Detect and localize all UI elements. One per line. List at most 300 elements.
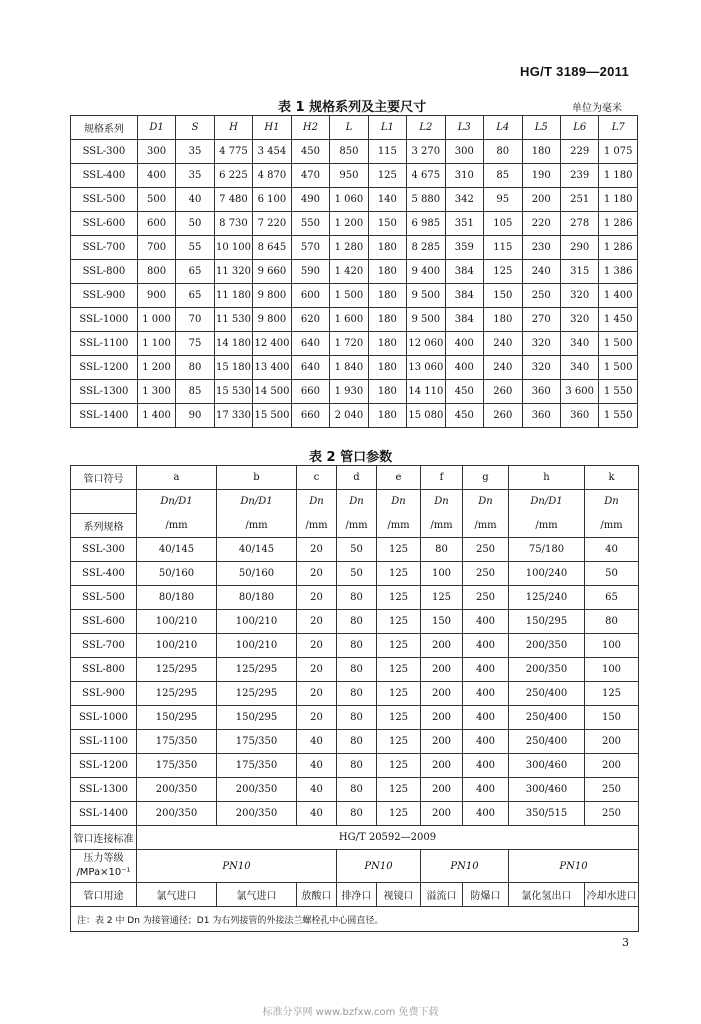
dimension-value: 8 730	[214, 212, 252, 236]
port-symbol: Dn	[337, 490, 377, 514]
dimension-value: 3 270	[407, 140, 445, 164]
port-size-value: 100	[421, 562, 463, 586]
port-letter: f	[421, 466, 463, 490]
dimension-value: 360	[560, 404, 598, 428]
dimension-value: 12 060	[407, 332, 445, 356]
table1-column-header: H	[214, 116, 252, 140]
pn-value: PN10	[337, 850, 421, 883]
dimension-value: 2 040	[330, 404, 368, 428]
port-size-value: 20	[297, 538, 337, 562]
dimension-value: 1 286	[599, 236, 638, 260]
dimension-value: 240	[522, 260, 560, 284]
dimension-value: 6 100	[253, 188, 291, 212]
dimension-value: 340	[560, 356, 598, 380]
port-size-value: 50	[337, 538, 377, 562]
series-spec: SSL-1400	[71, 404, 138, 428]
dimension-value: 1 600	[330, 308, 368, 332]
connection-standard-value: HG/T 20592—2009	[137, 826, 639, 850]
dimension-value: 180	[368, 332, 406, 356]
port-unit: /mm	[463, 514, 509, 538]
dimension-value: 315	[560, 260, 598, 284]
port-size-value: 250	[463, 562, 509, 586]
dimension-value: 400	[445, 332, 483, 356]
port-size-value: 200	[421, 778, 463, 802]
dimension-value: 95	[484, 188, 522, 212]
dimension-value: 450	[445, 380, 483, 404]
dimension-value: 9 500	[407, 284, 445, 308]
dimension-value: 1 200	[137, 356, 175, 380]
dimension-value: 1 300	[137, 380, 175, 404]
dimension-value: 115	[368, 140, 406, 164]
port-size-value: 125	[377, 610, 421, 634]
port-unit: /mm	[585, 514, 639, 538]
dimension-value: 260	[484, 404, 522, 428]
port-letter: c	[297, 466, 337, 490]
port-size-value: 80	[337, 706, 377, 730]
dimension-value: 14 500	[253, 380, 291, 404]
port-size-value: 350/515	[509, 802, 585, 826]
port-size-value: 100/240	[509, 562, 585, 586]
port-size-value: 250	[463, 538, 509, 562]
port-size-value: 250/400	[509, 706, 585, 730]
dimension-value: 9 400	[407, 260, 445, 284]
port-size-value: 50	[337, 562, 377, 586]
dimension-value: 9 800	[253, 284, 291, 308]
table2-letter-row	[71, 466, 639, 490]
dimension-value: 1 280	[330, 236, 368, 260]
dimension-value: 250	[522, 284, 560, 308]
dimension-value: 1 720	[330, 332, 368, 356]
port-size-value: 20	[297, 562, 337, 586]
port-symbol: Dn	[463, 490, 509, 514]
dimension-value: 180	[368, 236, 406, 260]
dimension-value: 900	[137, 284, 175, 308]
port-symbol: Dn	[585, 490, 639, 514]
dimension-value: 7 480	[214, 188, 252, 212]
series-spec: SSL-600	[71, 212, 138, 236]
table1-row	[71, 236, 638, 260]
port-size-value: 40	[297, 730, 337, 754]
port-size-value: 80	[337, 682, 377, 706]
table1-column-header: L6	[560, 116, 598, 140]
table1-caption: 表 1 规格系列及主要尺寸	[278, 100, 427, 115]
port-size-value: 400	[463, 802, 509, 826]
dimension-value: 600	[291, 284, 329, 308]
port-size-value: 200	[421, 634, 463, 658]
series-spec-label: 系列规格	[71, 514, 137, 538]
port-size-value: 150/295	[137, 706, 217, 730]
port-usage: 氯气进口	[217, 883, 297, 907]
standard-number: HG/T 3189—2011	[520, 64, 629, 79]
port-size-value: 125/295	[137, 658, 217, 682]
port-size-value: 80	[337, 730, 377, 754]
dimension-value: 11 530	[214, 308, 252, 332]
port-size-value: 400	[463, 658, 509, 682]
dimension-value: 230	[522, 236, 560, 260]
port-size-value: 125	[377, 778, 421, 802]
dimension-value: 239	[560, 164, 598, 188]
dimension-value: 80	[484, 140, 522, 164]
dimension-value: 13 400	[253, 356, 291, 380]
port-size-value: 200	[421, 754, 463, 778]
pressure-rating-label-line1: 压力等级	[83, 853, 124, 864]
series-spec: SSL-1000	[71, 706, 137, 730]
port-unit: /mm	[377, 514, 421, 538]
table1-unit: 单位为毫米	[572, 103, 622, 114]
port-letter: g	[463, 466, 509, 490]
dimension-value: 1 400	[599, 284, 638, 308]
dimension-value: 470	[291, 164, 329, 188]
dimension-value: 125	[484, 260, 522, 284]
dimension-value: 290	[560, 236, 598, 260]
port-size-value: 125	[377, 730, 421, 754]
table1	[70, 115, 638, 428]
dimension-value: 190	[522, 164, 560, 188]
port-size-value: 150	[585, 706, 639, 730]
dimension-value: 620	[291, 308, 329, 332]
dimension-value: 1 550	[599, 404, 638, 428]
port-symbol-label: 管口符号	[71, 466, 137, 490]
port-usage: 氯化氢出口	[509, 883, 585, 907]
port-size-value: 250/400	[509, 730, 585, 754]
pressure-rating-label-line2: /MPa×10⁻¹	[76, 867, 131, 878]
dimension-value: 55	[176, 236, 214, 260]
pn-value: PN10	[421, 850, 509, 883]
dimension-value: 340	[560, 332, 598, 356]
table2-note: 注：表 2 中 Dn 为接管通径；D1 为右列接管的外接法兰螺栓孔中心圆直径。	[71, 907, 639, 932]
dimension-value: 700	[137, 236, 175, 260]
series-spec: SSL-1200	[71, 356, 138, 380]
port-size-value: 150/295	[509, 610, 585, 634]
port-size-value: 80	[421, 538, 463, 562]
table1-column-header: H2	[291, 116, 329, 140]
dimension-value: 1 420	[330, 260, 368, 284]
port-size-value: 40/145	[137, 538, 217, 562]
dimension-value: 11 320	[214, 260, 252, 284]
port-size-value: 20	[297, 610, 337, 634]
dimension-value: 1 060	[330, 188, 368, 212]
dimension-value: 85	[176, 380, 214, 404]
table2-unit-row	[71, 514, 639, 538]
dimension-value: 180	[368, 356, 406, 380]
dimension-value: 140	[368, 188, 406, 212]
dimension-value: 240	[484, 332, 522, 356]
table1-row	[71, 308, 638, 332]
port-size-value: 20	[297, 682, 337, 706]
table1-row	[71, 284, 638, 308]
dimension-value: 180	[368, 404, 406, 428]
connection-standard-row	[71, 826, 639, 850]
dimension-value: 1 500	[599, 332, 638, 356]
dimension-value: 15 530	[214, 380, 252, 404]
dimension-value: 384	[445, 284, 483, 308]
series-spec: SSL-800	[71, 658, 137, 682]
series-spec: SSL-600	[71, 610, 137, 634]
dimension-value: 125	[368, 164, 406, 188]
table1-row	[71, 260, 638, 284]
series-spec: SSL-1400	[71, 802, 137, 826]
dimension-value: 359	[445, 236, 483, 260]
dimension-value: 3 454	[253, 140, 291, 164]
port-usage: 冷却水进口	[585, 883, 639, 907]
port-size-value: 125/240	[509, 586, 585, 610]
port-unit: /mm	[421, 514, 463, 538]
port-size-value: 100	[585, 634, 639, 658]
dimension-value: 1 550	[599, 380, 638, 404]
port-usage: 溢流口	[421, 883, 463, 907]
dimension-value: 8 285	[407, 236, 445, 260]
dimension-value: 180	[522, 140, 560, 164]
connection-standard-label: 管口连接标准	[71, 826, 137, 850]
dimension-value: 300	[445, 140, 483, 164]
dimension-value: 150	[368, 212, 406, 236]
port-size-value: 150	[421, 610, 463, 634]
dimension-value: 6 985	[407, 212, 445, 236]
port-size-value: 400	[463, 706, 509, 730]
dimension-value: 342	[445, 188, 483, 212]
dimension-value: 105	[484, 212, 522, 236]
port-size-value: 400	[463, 778, 509, 802]
dimension-value: 14 110	[407, 380, 445, 404]
dimension-value: 660	[291, 380, 329, 404]
dimension-value: 450	[445, 404, 483, 428]
port-usage-row	[71, 883, 639, 907]
dimension-value: 640	[291, 332, 329, 356]
dimension-value: 9 800	[253, 308, 291, 332]
port-size-value: 125/295	[217, 658, 297, 682]
table1-row	[71, 212, 638, 236]
dimension-value: 1 000	[137, 308, 175, 332]
dimension-value: 40	[176, 188, 214, 212]
port-size-value: 125	[421, 586, 463, 610]
dimension-value: 229	[560, 140, 598, 164]
port-size-value: 400	[463, 754, 509, 778]
table1-column-header: L2	[407, 116, 445, 140]
dimension-value: 384	[445, 308, 483, 332]
port-size-value: 40	[297, 778, 337, 802]
port-letter: k	[585, 466, 639, 490]
port-size-value: 80	[337, 754, 377, 778]
port-symbol: Dn/D1	[509, 490, 585, 514]
table1-row	[71, 140, 638, 164]
dimension-value: 75	[176, 332, 214, 356]
dimension-value: 4 775	[214, 140, 252, 164]
table2-row	[71, 610, 639, 634]
port-size-value: 100/210	[217, 610, 297, 634]
pn-value: PN10	[509, 850, 639, 883]
table2-row	[71, 682, 639, 706]
port-size-value: 250/400	[509, 682, 585, 706]
series-spec: SSL-1100	[71, 332, 138, 356]
port-size-value: 200	[585, 730, 639, 754]
table1-column-header: L4	[484, 116, 522, 140]
table1-column-header: L1	[368, 116, 406, 140]
dimension-value: 320	[560, 284, 598, 308]
port-unit: /mm	[297, 514, 337, 538]
port-size-value: 40/145	[217, 538, 297, 562]
port-size-value: 100/210	[137, 610, 217, 634]
port-size-value: 150/295	[217, 706, 297, 730]
dimension-value: 13 060	[407, 356, 445, 380]
dimension-value: 17 330	[214, 404, 252, 428]
port-size-value: 40	[297, 802, 337, 826]
dimension-value: 240	[484, 356, 522, 380]
table2-note-row	[71, 907, 639, 932]
port-symbol: Dn	[377, 490, 421, 514]
dimension-value: 570	[291, 236, 329, 260]
dimension-value: 1 100	[137, 332, 175, 356]
dimension-value: 800	[137, 260, 175, 284]
table1-column-header: L7	[599, 116, 638, 140]
port-size-value: 125	[377, 538, 421, 562]
pn-value: PN10	[137, 850, 337, 883]
dimension-value: 3 600	[560, 380, 598, 404]
dimension-value: 450	[291, 140, 329, 164]
series-spec: SSL-1200	[71, 754, 137, 778]
port-size-value: 200/350	[217, 778, 297, 802]
dimension-value: 1 930	[330, 380, 368, 404]
port-size-value: 40	[297, 754, 337, 778]
series-spec: SSL-900	[71, 682, 137, 706]
dimension-value: 180	[368, 308, 406, 332]
port-usage: 放酸口	[297, 883, 337, 907]
dimension-value: 1 386	[599, 260, 638, 284]
dimension-value: 360	[522, 404, 560, 428]
series-spec: SSL-700	[71, 236, 138, 260]
dimension-value: 550	[291, 212, 329, 236]
port-size-value: 125	[377, 634, 421, 658]
dimension-value: 360	[522, 380, 560, 404]
dimension-value: 660	[291, 404, 329, 428]
table2-row	[71, 538, 639, 562]
series-spec: SSL-700	[71, 634, 137, 658]
table2-row	[71, 562, 639, 586]
dimension-value: 1 400	[137, 404, 175, 428]
dimension-value: 11 180	[214, 284, 252, 308]
port-size-value: 80/180	[137, 586, 217, 610]
port-size-value: 100/210	[217, 634, 297, 658]
dimension-value: 384	[445, 260, 483, 284]
port-size-value: 200/350	[137, 778, 217, 802]
dimension-value: 300	[137, 140, 175, 164]
dimension-value: 1 200	[330, 212, 368, 236]
dimension-value: 1 500	[599, 356, 638, 380]
dimension-value: 10 100	[214, 236, 252, 260]
port-size-value: 400	[463, 682, 509, 706]
port-size-value: 125	[377, 658, 421, 682]
port-size-value: 125	[585, 682, 639, 706]
dimension-value: 15 500	[253, 404, 291, 428]
dimension-value: 500	[137, 188, 175, 212]
port-size-value: 125	[377, 586, 421, 610]
port-size-value: 400	[463, 730, 509, 754]
port-size-value: 50/160	[217, 562, 297, 586]
table1-column-header: S	[176, 116, 214, 140]
port-size-value: 250	[585, 802, 639, 826]
port-unit: /mm	[509, 514, 585, 538]
dimension-value: 150	[484, 284, 522, 308]
dimension-value: 1 500	[330, 284, 368, 308]
table2	[70, 465, 639, 932]
table1-column-header: H1	[253, 116, 291, 140]
table1-row	[71, 188, 638, 212]
table2-row	[71, 634, 639, 658]
port-size-value: 80	[337, 658, 377, 682]
dimension-value: 1 180	[599, 164, 638, 188]
port-size-value: 175/350	[217, 730, 297, 754]
dimension-value: 590	[291, 260, 329, 284]
series-spec: SSL-900	[71, 284, 138, 308]
port-size-value: 400	[463, 634, 509, 658]
dimension-value: 220	[522, 212, 560, 236]
dimension-value: 12 400	[253, 332, 291, 356]
port-size-value: 80	[337, 634, 377, 658]
series-spec: SSL-400	[71, 562, 137, 586]
table1-row	[71, 164, 638, 188]
port-size-value: 200	[421, 730, 463, 754]
port-letter: b	[217, 466, 297, 490]
dimension-value: 4 675	[407, 164, 445, 188]
dimension-value: 1 840	[330, 356, 368, 380]
port-size-value: 200	[421, 802, 463, 826]
dimension-value: 35	[176, 164, 214, 188]
port-size-value: 80	[337, 586, 377, 610]
dimension-value: 1 286	[599, 212, 638, 236]
table1-row	[71, 356, 638, 380]
port-size-value: 175/350	[137, 754, 217, 778]
port-size-value: 80	[337, 778, 377, 802]
port-size-value: 40	[585, 538, 639, 562]
port-unit: /mm	[137, 514, 217, 538]
page-number: 3	[622, 936, 629, 949]
table2-row	[71, 586, 639, 610]
series-spec: SSL-1300	[71, 380, 138, 404]
table1-column-header: 规格系列	[71, 116, 138, 140]
table2-caption: 表 2 管口参数	[309, 450, 393, 465]
port-size-value: 300/460	[509, 754, 585, 778]
table2-row	[71, 658, 639, 682]
series-spec: SSL-1000	[71, 308, 138, 332]
dimension-value: 115	[484, 236, 522, 260]
port-size-value: 250	[463, 586, 509, 610]
table2-row	[71, 802, 639, 826]
dimension-value: 1 075	[599, 140, 638, 164]
table2-row	[71, 754, 639, 778]
dimension-value: 65	[176, 284, 214, 308]
dimension-value: 490	[291, 188, 329, 212]
port-size-value: 80	[585, 610, 639, 634]
dimension-value: 278	[560, 212, 598, 236]
port-size-value: 125	[377, 802, 421, 826]
dimension-value: 351	[445, 212, 483, 236]
pressure-rating-label	[71, 850, 137, 883]
port-size-value: 100/210	[137, 634, 217, 658]
port-letter: e	[377, 466, 421, 490]
port-letter: d	[337, 466, 377, 490]
dimension-value: 9 660	[253, 260, 291, 284]
port-size-value: 175/350	[217, 754, 297, 778]
port-symbol: Dn	[297, 490, 337, 514]
port-size-value: 200	[585, 754, 639, 778]
table2-row	[71, 706, 639, 730]
dimension-value: 251	[560, 188, 598, 212]
dimension-value: 7 220	[253, 212, 291, 236]
table2-row	[71, 778, 639, 802]
table2-row	[71, 730, 639, 754]
port-size-value: 75/180	[509, 538, 585, 562]
dimension-value: 320	[522, 356, 560, 380]
dimension-value: 14 180	[214, 332, 252, 356]
